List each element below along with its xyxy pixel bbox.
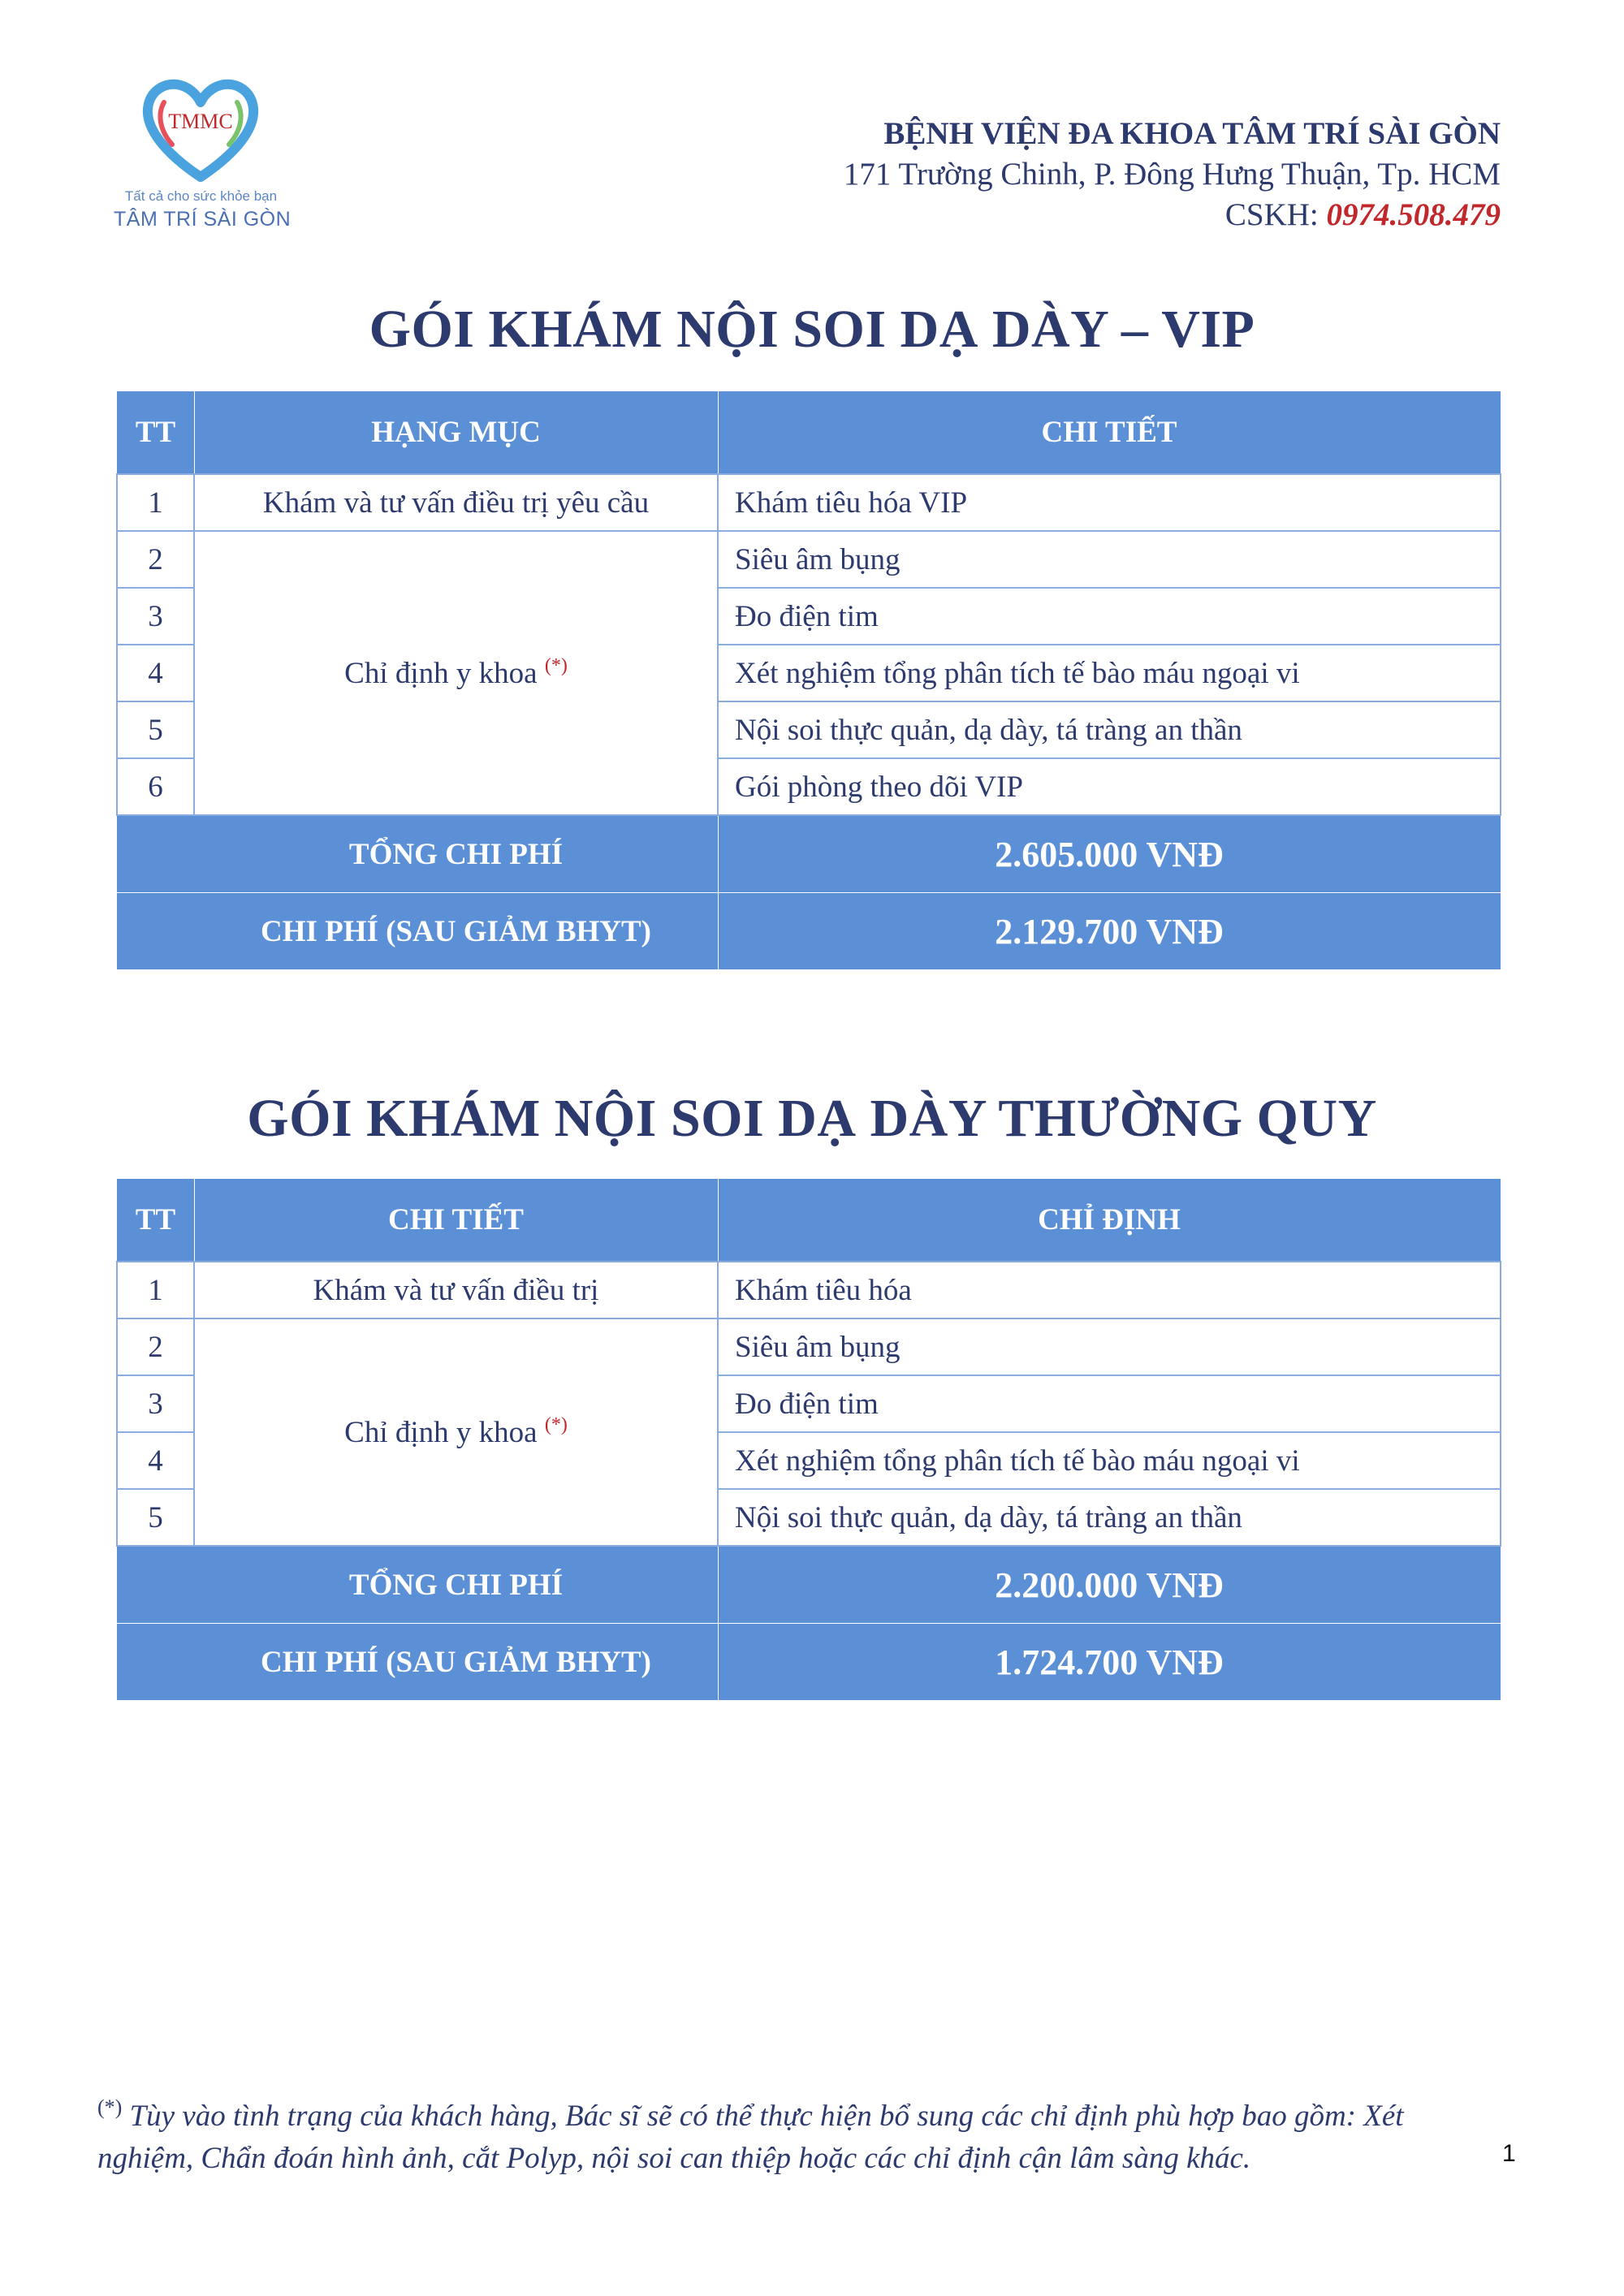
group-cell bbox=[194, 531, 718, 815]
footnote-text: Tùy vào tình trạng của khách hàng, Bác sĩ sẽ có thể thực hiện bổ sung các chỉ định phù hợp bao gồm: Xét nghiệm, Chẩn đoán hình ảnh, cắt Polyp, nội soi can thiệp hoặc các chỉ định cận lâm sàng khác. bbox=[97, 2100, 1404, 2175]
row-detail: Khám tiêu hóa VIP bbox=[718, 474, 1501, 531]
bhyt-value: 1.724.700 VNĐ bbox=[718, 1624, 1501, 1701]
standard-package-table bbox=[116, 1179, 1501, 1701]
total-label: TỔNG CHI PHÍ bbox=[194, 815, 718, 893]
column-header-tt: TT bbox=[117, 1179, 194, 1262]
group-footnote-mark: (*) bbox=[544, 1414, 568, 1435]
table-row bbox=[117, 474, 1501, 531]
table-header-row bbox=[117, 391, 1501, 474]
table-header-row bbox=[117, 1179, 1501, 1262]
bhyt-label: CHI PHÍ (SAU GIẢM BHYT) bbox=[194, 1624, 718, 1701]
footnote bbox=[97, 2087, 1494, 2180]
row-detail: Xét nghiệm tổng phân tích tế bào máu ngoại vi bbox=[718, 1432, 1501, 1489]
row-number: 4 bbox=[117, 645, 194, 701]
table-row bbox=[117, 531, 1501, 588]
bhyt-row bbox=[117, 893, 1501, 970]
bhyt-value: 2.129.700 VNĐ bbox=[718, 893, 1501, 970]
total-row bbox=[117, 815, 1501, 893]
page-number: 1 bbox=[1502, 2140, 1516, 2167]
row-detail: Xét nghiệm tổng phân tích tế bào máu ngoại vi bbox=[718, 645, 1501, 701]
footnote-mark: (*) bbox=[97, 2095, 123, 2119]
total-label: TỔNG CHI PHÍ bbox=[194, 1546, 718, 1624]
bhyt-label: CHI PHÍ (SAU GIẢM BHYT) bbox=[194, 893, 718, 970]
hotline bbox=[844, 195, 1501, 235]
group-label: Chỉ định y khoa bbox=[344, 657, 538, 690]
group-footnote-mark: (*) bbox=[544, 655, 568, 676]
bhyt-row-spacer bbox=[117, 893, 194, 970]
row-item: Khám và tư vấn điều trị yêu cầu bbox=[194, 474, 718, 531]
hospital-name: BỆNH VIỆN ĐA KHOA TÂM TRÍ SÀI GÒN bbox=[883, 116, 1501, 151]
column-header-indication: CHỈ ĐỊNH bbox=[718, 1179, 1501, 1262]
row-detail: Siêu âm bụng bbox=[718, 531, 1501, 588]
row-number: 5 bbox=[117, 1489, 194, 1546]
row-number: 3 bbox=[117, 588, 194, 645]
hotline-label: CSKH: bbox=[1224, 197, 1319, 232]
row-number: 2 bbox=[117, 1318, 194, 1375]
standard-package-title: GÓI KHÁM NỘI SOI DẠ DÀY THƯỜNG QUY bbox=[247, 1089, 1377, 1148]
row-detail: Đo điện tim bbox=[718, 588, 1501, 645]
row-detail: Gói phòng theo dõi VIP bbox=[718, 758, 1501, 815]
hospital-address: 171 Trường Chinh, P. Đông Hưng Thuận, Tp. HCM bbox=[843, 157, 1501, 192]
group-cell bbox=[194, 1318, 718, 1546]
bhyt-row bbox=[117, 1624, 1501, 1701]
total-value: 2.605.000 VNĐ bbox=[718, 815, 1501, 893]
logo-tagline: Tất cả cho sức khỏe bạn bbox=[124, 188, 278, 204]
svg-text:TMMC: TMMC bbox=[168, 110, 233, 133]
total-value: 2.200.000 VNĐ bbox=[718, 1546, 1501, 1624]
column-header-item: HẠNG MỤC bbox=[194, 391, 718, 474]
row-detail: Nội soi thực quản, dạ dày, tá tràng an thần bbox=[718, 701, 1501, 758]
row-number: 3 bbox=[117, 1375, 194, 1432]
column-header-detail: CHI TIẾT bbox=[194, 1179, 718, 1262]
row-number: 5 bbox=[117, 701, 194, 758]
heart-logo-icon bbox=[140, 78, 261, 183]
row-number: 6 bbox=[117, 758, 194, 815]
total-row bbox=[117, 1546, 1501, 1624]
hotline-number[interactable]: 0974.508.479 bbox=[1326, 197, 1501, 232]
table-row bbox=[117, 1262, 1501, 1318]
row-item: Khám và tư vấn điều trị bbox=[194, 1262, 718, 1318]
row-number: 4 bbox=[117, 1432, 194, 1489]
column-header-detail: CHI TIẾT bbox=[718, 391, 1501, 474]
hospital-logo bbox=[114, 78, 292, 240]
total-row-spacer bbox=[117, 1546, 194, 1624]
row-number: 1 bbox=[117, 1262, 194, 1318]
vip-package-title: GÓI KHÁM NỘI SOI DẠ DÀY – VIP bbox=[369, 300, 1255, 359]
hospital-info bbox=[844, 114, 1501, 235]
row-number: 1 bbox=[117, 474, 194, 531]
table-row bbox=[117, 1318, 1501, 1375]
bhyt-row-spacer bbox=[117, 1624, 194, 1701]
row-detail: Nội soi thực quản, dạ dày, tá tràng an thần bbox=[718, 1489, 1501, 1546]
vip-package-table bbox=[116, 391, 1501, 970]
group-label: Chỉ định y khoa bbox=[344, 1416, 538, 1449]
row-detail: Siêu âm bụng bbox=[718, 1318, 1501, 1375]
row-detail: Khám tiêu hóa bbox=[718, 1262, 1501, 1318]
row-number: 2 bbox=[117, 531, 194, 588]
total-row-spacer bbox=[117, 815, 194, 893]
row-detail: Đo điện tim bbox=[718, 1375, 1501, 1432]
column-header-tt: TT bbox=[117, 391, 194, 474]
logo-name: TÂM TRÍ SÀI GÒN bbox=[114, 208, 292, 231]
